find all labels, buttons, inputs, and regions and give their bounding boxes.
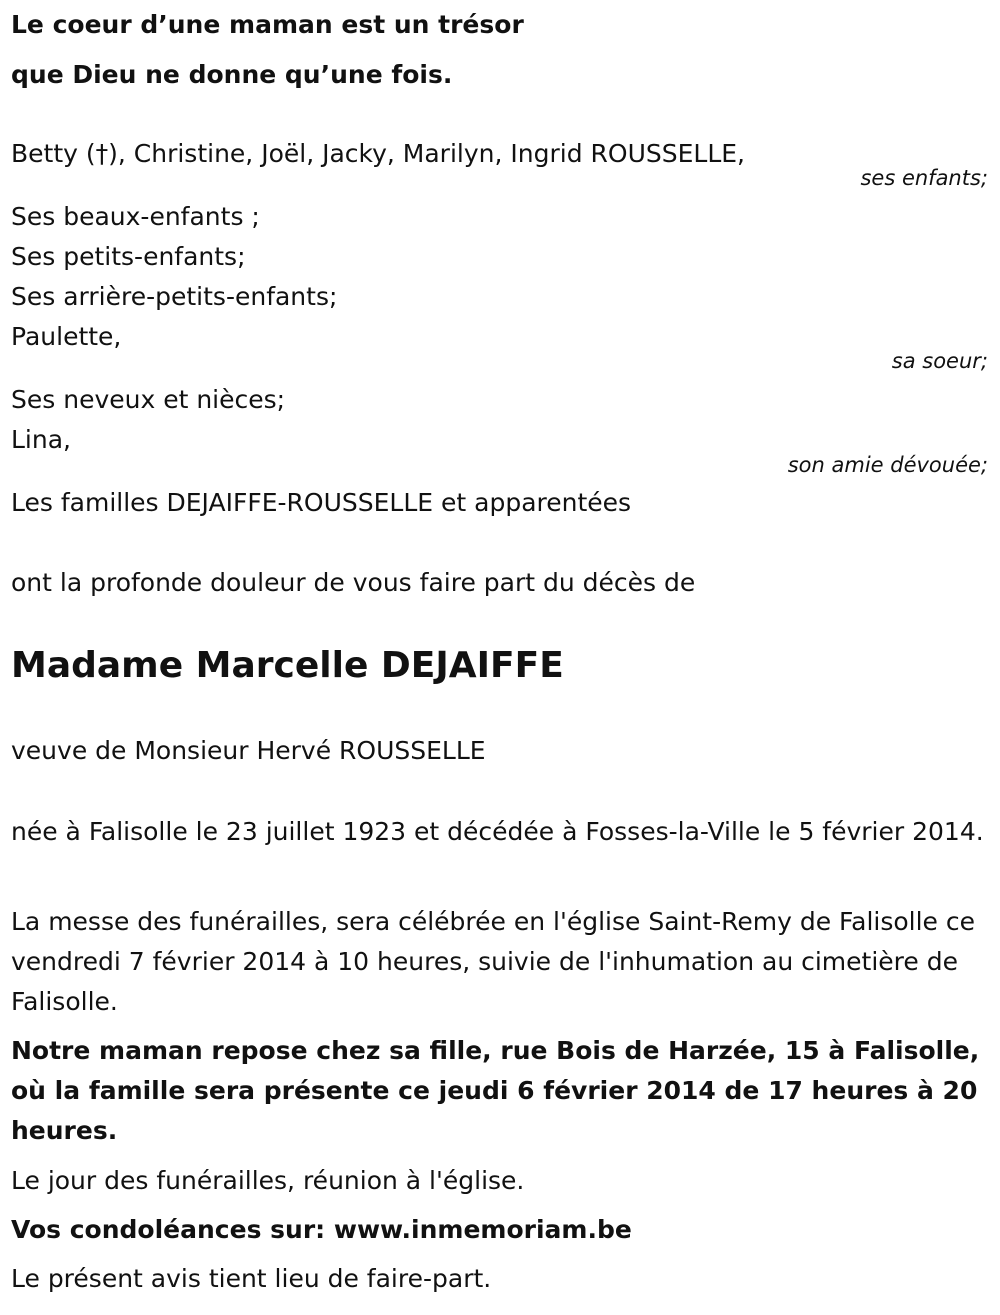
friend-role: son amie dévouée; — [787, 453, 988, 477]
funeral-mass: La messe des funérailles, sera célébrée en l'église Saint-Remy de Falisolle ce vendredi 7 février 2014 à 10 heures, suivie de l'inhumation au cimetière de Falisolle. — [11, 907, 976, 1016]
viewing-info: Notre maman repose chez sa fille, rue Bois de Harzée, 15 à Falisolle, où la famille sera présente ce jeudi 6 février 2014 de 17 heures à 20 heures. — [11, 1036, 980, 1145]
friend-name: Lina, — [11, 425, 71, 454]
sister-role: sa soeur; — [891, 349, 988, 373]
great-grandchildren: Ses arrière-petits-enfants; — [11, 282, 338, 311]
meeting-info: Le jour des funérailles, réunion à l'église. — [11, 1166, 525, 1195]
widow-of: veuve de Monsieur Hervé ROUSSELLE — [11, 736, 486, 765]
notice-line: Le présent avis tient lieu de faire-part. — [11, 1264, 492, 1293]
condolences-line: Vos condoléances sur: www.inmemoriam.be — [11, 1215, 632, 1244]
children-role: ses enfants; — [860, 166, 988, 190]
birth-death-dates: née à Falisolle le 23 juillet 1923 et décédée à Fosses-la-Ville le 5 février 2014. — [11, 817, 984, 846]
quote-line-2: que Dieu ne donne qu’une fois. — [11, 60, 453, 89]
sister-name: Paulette, — [11, 322, 122, 351]
in-laws: Ses beaux-enfants ; — [11, 202, 260, 231]
deceased-name: Madame Marcelle DEJAIFFE — [11, 645, 564, 686]
grandchildren: Ses petits-enfants; — [11, 242, 246, 271]
quote-line-1: Le coeur d’une maman est un trésor — [11, 10, 524, 39]
nephews-nieces: Ses neveux et nièces; — [11, 385, 286, 414]
announcement: ont la profonde douleur de vous faire part du décès de — [11, 568, 696, 597]
children-names: Betty (†), Christine, Joël, Jacky, Marilyn, Ingrid ROUSSELLE, — [11, 139, 745, 168]
families-line: Les familles DEJAIFFE-ROUSSELLE et apparentées — [11, 488, 632, 517]
